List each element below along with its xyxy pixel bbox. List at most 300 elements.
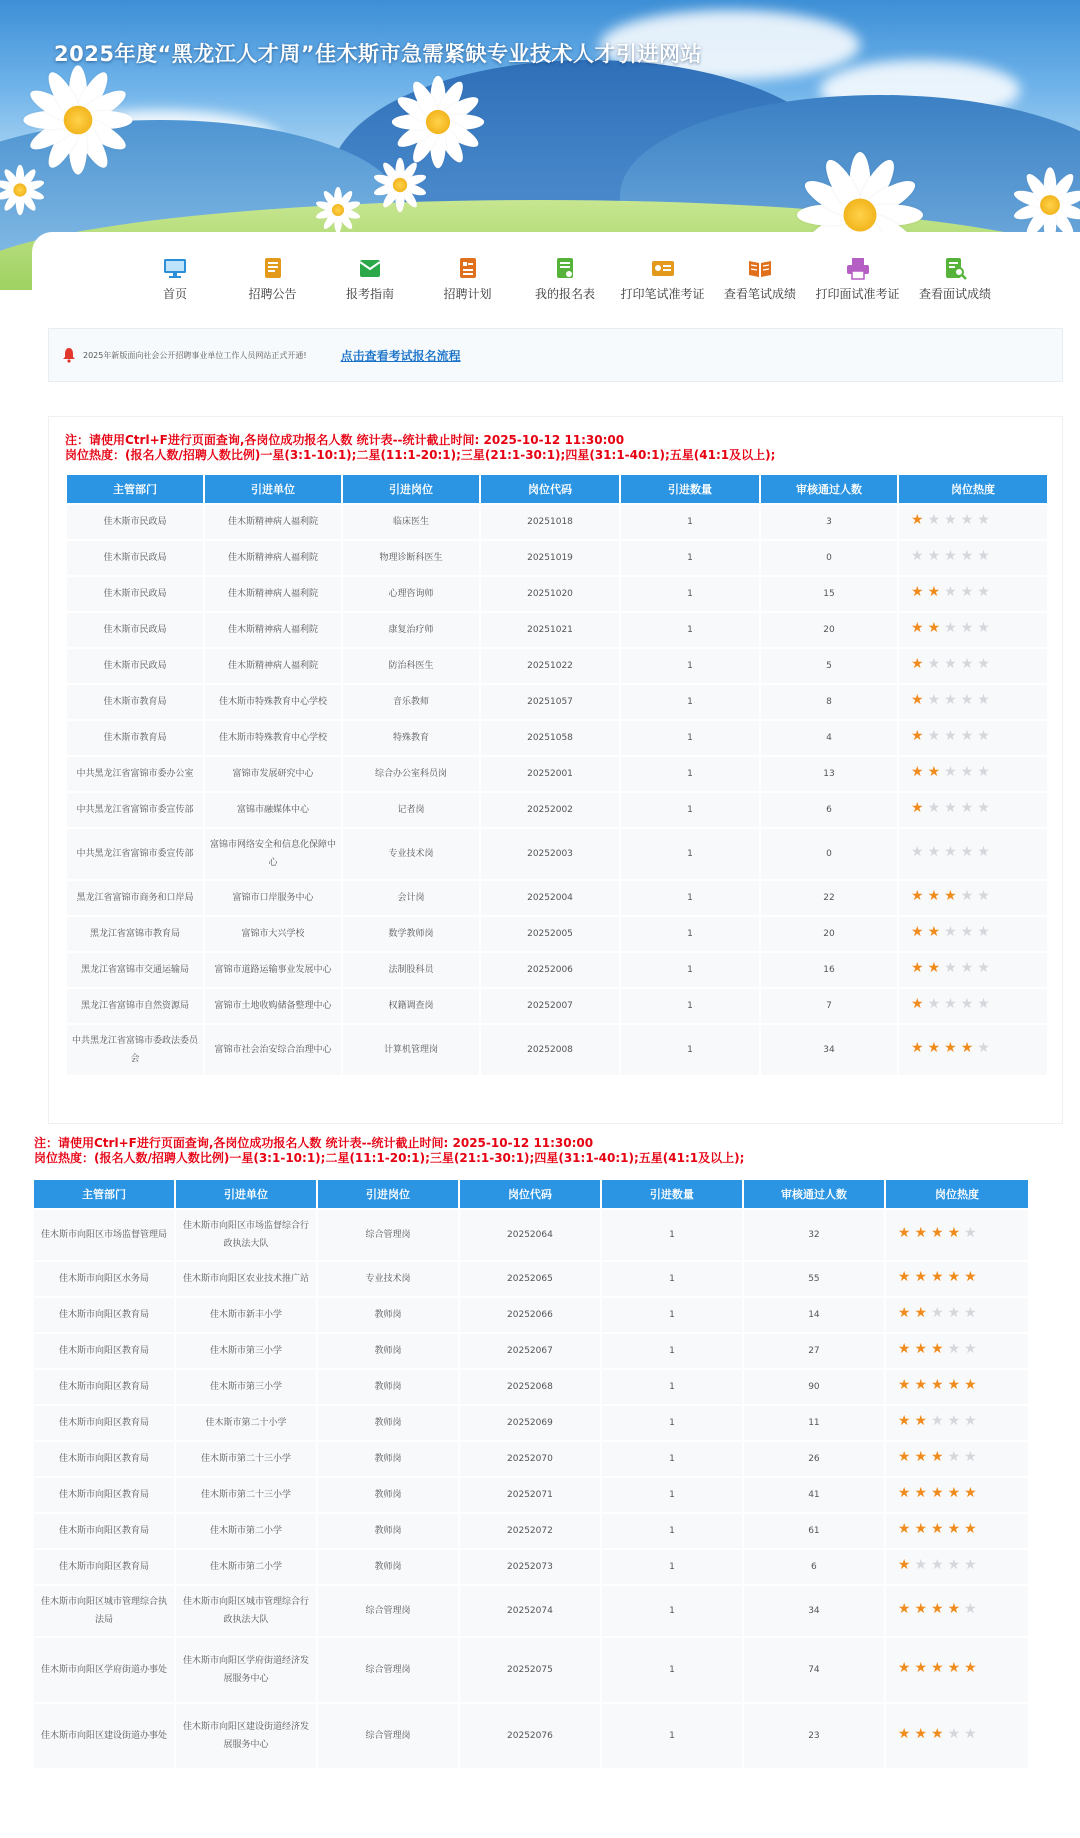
star-icon: ★ bbox=[931, 1449, 944, 1465]
star-icon: ★ bbox=[931, 1521, 944, 1537]
cell-unit: 佳木斯精神病人福利院 bbox=[205, 649, 341, 683]
cell-unit: 佳木斯市第二十三小学 bbox=[176, 1478, 316, 1512]
star-icon: ★ bbox=[944, 1040, 957, 1056]
cell-passed: 41 bbox=[744, 1478, 884, 1512]
cell-qty: 1 bbox=[621, 829, 759, 879]
cell-dept: 佳木斯市向阳区城市管理综合执法局 bbox=[34, 1586, 174, 1636]
nav-item-label: 首页 bbox=[162, 287, 187, 301]
star-icon: ★ bbox=[927, 656, 941, 672]
star-icon: ★ bbox=[931, 1485, 944, 1501]
note-line-2: 岗位热度：(报名人数/招聘人数比例)一星(3:1-10:1);二星(11:1-20:1);三星(21:1-30:1);四星(31:1-40:1);五星(41:1及以上); bbox=[65, 448, 776, 462]
cell-dept: 佳木斯市向阳区教育局 bbox=[34, 1298, 174, 1332]
cell-post: 教师岗 bbox=[318, 1298, 458, 1332]
star-icon: ★ bbox=[977, 548, 990, 564]
cell-post: 教师岗 bbox=[318, 1334, 458, 1368]
star-icon: ★ bbox=[947, 1660, 961, 1676]
popularity-rating bbox=[899, 613, 1047, 647]
table-row bbox=[34, 1704, 1028, 1768]
star-icon: ★ bbox=[931, 1225, 944, 1241]
cell-dept: 佳木斯市向阳区教育局 bbox=[34, 1370, 174, 1404]
cell-dept: 佳木斯市民政局 bbox=[67, 505, 203, 539]
star-icon: ★ bbox=[960, 728, 974, 744]
star-icon: ★ bbox=[944, 584, 957, 600]
cell-dept: 佳木斯市教育局 bbox=[67, 721, 203, 755]
star-icon: ★ bbox=[914, 1225, 928, 1241]
star-icon: ★ bbox=[911, 620, 924, 636]
cell-dept: 佳木斯市民政局 bbox=[67, 613, 203, 647]
site-title: 2025年度“黑龙江人才周”佳木斯市急需紧缺专业技术人才引进网站 bbox=[54, 42, 703, 66]
popularity-rating bbox=[886, 1298, 1028, 1332]
star-icon: ★ bbox=[944, 764, 957, 780]
cell-passed: 0 bbox=[761, 829, 897, 879]
table-row bbox=[67, 541, 1047, 575]
column-header: 审核通过人数 bbox=[761, 475, 897, 503]
star-icon: ★ bbox=[911, 1040, 924, 1056]
star-icon: ★ bbox=[931, 1377, 944, 1393]
cell-passed: 26 bbox=[744, 1442, 884, 1476]
star-icon: ★ bbox=[931, 1601, 944, 1617]
cell-code: 20252070 bbox=[460, 1442, 600, 1476]
cell-post: 记者岗 bbox=[343, 793, 479, 827]
popularity-rating bbox=[899, 541, 1047, 575]
star-icon: ★ bbox=[960, 584, 974, 600]
cell-qty: 1 bbox=[621, 881, 759, 915]
table-row bbox=[67, 1025, 1047, 1075]
star-icon: ★ bbox=[947, 1485, 961, 1501]
column-header: 岗位代码 bbox=[481, 475, 619, 503]
cell-passed: 5 bbox=[761, 649, 897, 683]
table-row bbox=[67, 577, 1047, 611]
cell-passed: 6 bbox=[744, 1550, 884, 1584]
cell-qty: 1 bbox=[602, 1586, 742, 1636]
cell-unit: 富锦市口岸服务中心 bbox=[205, 881, 341, 915]
cell-passed: 0 bbox=[761, 541, 897, 575]
cell-qty: 1 bbox=[602, 1638, 742, 1702]
cell-post: 教师岗 bbox=[318, 1550, 458, 1584]
star-icon: ★ bbox=[964, 1341, 977, 1357]
popularity-rating bbox=[899, 829, 1047, 879]
cell-unit: 佳木斯市向阳区农业技术推广站 bbox=[176, 1262, 316, 1296]
star-icon: ★ bbox=[914, 1269, 928, 1285]
popularity-rating bbox=[886, 1704, 1028, 1768]
cell-code: 20252068 bbox=[460, 1370, 600, 1404]
cell-code: 20252066 bbox=[460, 1298, 600, 1332]
cell-qty: 1 bbox=[621, 685, 759, 719]
star-icon: ★ bbox=[947, 1449, 961, 1465]
star-icon: ★ bbox=[914, 1521, 928, 1537]
popularity-rating bbox=[899, 649, 1047, 683]
star-icon: ★ bbox=[960, 844, 974, 860]
notice-text: 2025年新版面向社会公开招聘事业单位工作人员网站正式开通! bbox=[83, 350, 307, 360]
cell-unit: 佳木斯市第二十三小学 bbox=[176, 1442, 316, 1476]
cell-dept: 黑龙江省富锦市交通运输局 bbox=[67, 953, 203, 987]
cell-unit: 佳木斯市特殊教育中心学校 bbox=[205, 721, 341, 755]
cell-post: 综合管理岗 bbox=[318, 1638, 458, 1702]
star-icon: ★ bbox=[964, 1485, 977, 1501]
star-icon: ★ bbox=[977, 764, 990, 780]
star-icon: ★ bbox=[944, 888, 957, 904]
cell-code: 20251019 bbox=[481, 541, 619, 575]
cell-post: 法制股科员 bbox=[343, 953, 479, 987]
column-header: 主管部门 bbox=[67, 475, 203, 503]
stats-table-2 bbox=[32, 1178, 1030, 1770]
star-icon: ★ bbox=[947, 1269, 961, 1285]
cell-dept: 黑龙江省富锦市商务和口岸局 bbox=[67, 881, 203, 915]
star-icon: ★ bbox=[947, 1305, 961, 1321]
nav-item-label: 报考指南 bbox=[345, 287, 394, 301]
star-icon: ★ bbox=[897, 1225, 911, 1241]
cell-code: 20252006 bbox=[481, 953, 619, 987]
cell-dept: 佳木斯市向阳区学府街道办事处 bbox=[34, 1638, 174, 1702]
star-icon: ★ bbox=[960, 620, 974, 636]
cell-qty: 1 bbox=[602, 1210, 742, 1260]
star-icon: ★ bbox=[914, 1485, 928, 1501]
exam-process-link[interactable]: 点击查看考试报名流程 bbox=[340, 348, 461, 363]
star-icon: ★ bbox=[911, 800, 924, 816]
star-icon: ★ bbox=[944, 512, 957, 528]
star-icon: ★ bbox=[977, 728, 990, 744]
table-row bbox=[67, 649, 1047, 683]
nav-item-8[interactable] bbox=[910, 256, 1000, 302]
nav-item-2[interactable] bbox=[325, 256, 415, 302]
cell-passed: 15 bbox=[761, 577, 897, 611]
star-icon: ★ bbox=[944, 656, 957, 672]
cell-qty: 1 bbox=[602, 1478, 742, 1512]
star-icon: ★ bbox=[897, 1485, 911, 1501]
cell-code: 20252003 bbox=[481, 829, 619, 879]
star-icon: ★ bbox=[964, 1269, 977, 1285]
popularity-rating bbox=[886, 1514, 1028, 1548]
cell-qty: 1 bbox=[602, 1442, 742, 1476]
cell-unit: 佳木斯市第二小学 bbox=[176, 1550, 316, 1584]
table-header-row bbox=[67, 475, 1047, 503]
cell-unit: 富锦市道路运输事业发展中心 bbox=[205, 953, 341, 987]
star-icon: ★ bbox=[964, 1601, 977, 1617]
nav-item-1[interactable] bbox=[228, 256, 318, 302]
main-nav bbox=[130, 256, 1000, 302]
nav-item-3[interactable] bbox=[423, 256, 513, 302]
table-row bbox=[34, 1442, 1028, 1476]
cell-code: 20251020 bbox=[481, 577, 619, 611]
table-row bbox=[34, 1638, 1028, 1702]
star-icon: ★ bbox=[964, 1660, 977, 1676]
cell-post: 权籍调查岗 bbox=[343, 989, 479, 1023]
cell-passed: 23 bbox=[744, 1704, 884, 1768]
star-icon: ★ bbox=[977, 996, 990, 1012]
column-header: 岗位热度 bbox=[886, 1180, 1028, 1208]
cell-qty: 1 bbox=[621, 917, 759, 951]
popularity-rating bbox=[886, 1550, 1028, 1584]
star-icon: ★ bbox=[944, 692, 957, 708]
cell-dept: 黑龙江省富锦市教育局 bbox=[67, 917, 203, 951]
star-icon: ★ bbox=[927, 888, 941, 904]
cell-code: 20251018 bbox=[481, 505, 619, 539]
star-icon: ★ bbox=[947, 1521, 961, 1537]
cell-passed: 74 bbox=[744, 1638, 884, 1702]
cell-post: 教师岗 bbox=[318, 1406, 458, 1440]
star-icon: ★ bbox=[911, 924, 924, 940]
cell-unit: 富锦市融媒体中心 bbox=[205, 793, 341, 827]
printer-icon bbox=[845, 256, 871, 280]
star-icon: ★ bbox=[897, 1413, 911, 1429]
star-icon: ★ bbox=[960, 924, 974, 940]
cell-post: 音乐教师 bbox=[343, 685, 479, 719]
cell-unit: 富锦市社会治安综合治理中心 bbox=[205, 1025, 341, 1075]
star-icon: ★ bbox=[964, 1305, 977, 1321]
column-header: 审核通过人数 bbox=[744, 1180, 884, 1208]
cell-unit: 佳木斯市第三小学 bbox=[176, 1370, 316, 1404]
cell-code: 20252069 bbox=[460, 1406, 600, 1440]
star-icon: ★ bbox=[914, 1449, 928, 1465]
cell-code: 20252076 bbox=[460, 1704, 600, 1768]
column-header: 引进数量 bbox=[621, 475, 759, 503]
popularity-rating bbox=[899, 721, 1047, 755]
table-row bbox=[67, 953, 1047, 987]
star-icon: ★ bbox=[947, 1413, 961, 1429]
cell-qty: 1 bbox=[621, 505, 759, 539]
cell-code: 20252072 bbox=[460, 1514, 600, 1548]
star-icon: ★ bbox=[960, 1040, 974, 1056]
popularity-rating bbox=[886, 1586, 1028, 1636]
star-icon: ★ bbox=[960, 888, 974, 904]
cell-unit: 佳木斯市第三小学 bbox=[176, 1334, 316, 1368]
cell-code: 20251021 bbox=[481, 613, 619, 647]
star-icon: ★ bbox=[911, 728, 924, 744]
star-icon: ★ bbox=[914, 1305, 928, 1321]
table-row bbox=[67, 881, 1047, 915]
cell-post: 康复治疗师 bbox=[343, 613, 479, 647]
cell-code: 20252002 bbox=[481, 793, 619, 827]
cell-qty: 1 bbox=[621, 793, 759, 827]
star-icon: ★ bbox=[944, 924, 957, 940]
plan-doc-icon bbox=[455, 256, 481, 280]
star-icon: ★ bbox=[931, 1660, 944, 1676]
star-icon: ★ bbox=[897, 1521, 911, 1537]
cell-passed: 61 bbox=[744, 1514, 884, 1548]
cell-code: 20252074 bbox=[460, 1586, 600, 1636]
cell-post: 教师岗 bbox=[318, 1478, 458, 1512]
popularity-rating bbox=[886, 1442, 1028, 1476]
star-icon: ★ bbox=[947, 1557, 961, 1573]
popularity-rating bbox=[899, 1025, 1047, 1075]
column-header: 引进单位 bbox=[176, 1180, 316, 1208]
star-icon: ★ bbox=[927, 548, 941, 564]
table-row bbox=[67, 613, 1047, 647]
nav-item-label: 查看面试成绩 bbox=[918, 287, 991, 301]
star-icon: ★ bbox=[947, 1225, 961, 1241]
cell-passed: 32 bbox=[744, 1210, 884, 1260]
star-icon: ★ bbox=[964, 1225, 977, 1241]
star-icon: ★ bbox=[944, 800, 957, 816]
cell-post: 心理咨询师 bbox=[343, 577, 479, 611]
cell-passed: 3 bbox=[761, 505, 897, 539]
table-row bbox=[34, 1586, 1028, 1636]
cell-unit: 富锦市发展研究中心 bbox=[205, 757, 341, 791]
table-row bbox=[34, 1298, 1028, 1332]
table-row bbox=[67, 793, 1047, 827]
star-icon: ★ bbox=[944, 844, 957, 860]
star-icon: ★ bbox=[931, 1726, 944, 1742]
star-icon: ★ bbox=[911, 960, 924, 976]
cell-post: 综合办公室科员岗 bbox=[343, 757, 479, 791]
cell-passed: 8 bbox=[761, 685, 897, 719]
cell-code: 20252073 bbox=[460, 1550, 600, 1584]
table-row bbox=[67, 685, 1047, 719]
star-icon: ★ bbox=[944, 620, 957, 636]
star-icon: ★ bbox=[897, 1557, 911, 1573]
cell-passed: 27 bbox=[744, 1334, 884, 1368]
cell-qty: 1 bbox=[602, 1406, 742, 1440]
cell-code: 20252065 bbox=[460, 1262, 600, 1296]
star-icon: ★ bbox=[911, 692, 924, 708]
star-icon: ★ bbox=[977, 584, 990, 600]
cell-unit: 佳木斯精神病人福利院 bbox=[205, 541, 341, 575]
star-icon: ★ bbox=[960, 960, 974, 976]
star-icon: ★ bbox=[927, 924, 941, 940]
star-icon: ★ bbox=[977, 924, 990, 940]
star-icon: ★ bbox=[927, 620, 941, 636]
popularity-rating bbox=[886, 1334, 1028, 1368]
mail-guide-icon bbox=[357, 256, 383, 280]
nav-item-label: 招聘计划 bbox=[443, 287, 492, 301]
popularity-rating bbox=[899, 505, 1047, 539]
popularity-rating bbox=[886, 1210, 1028, 1260]
popularity-rating bbox=[899, 953, 1047, 987]
star-icon: ★ bbox=[960, 764, 974, 780]
cell-post: 教师岗 bbox=[318, 1514, 458, 1548]
cell-dept: 佳木斯市向阳区教育局 bbox=[34, 1550, 174, 1584]
table-row bbox=[34, 1478, 1028, 1512]
cell-passed: 55 bbox=[744, 1262, 884, 1296]
star-icon: ★ bbox=[914, 1413, 928, 1429]
cell-qty: 1 bbox=[621, 989, 759, 1023]
cell-code: 20252001 bbox=[481, 757, 619, 791]
nav-item-0[interactable] bbox=[130, 256, 220, 302]
cell-code: 20252005 bbox=[481, 917, 619, 951]
table-row bbox=[34, 1514, 1028, 1548]
cell-post: 临床医生 bbox=[343, 505, 479, 539]
cell-unit: 富锦市网络安全和信息化保障中心 bbox=[205, 829, 341, 879]
note-line-1: 注：请使用Ctrl+F进行页面查询,各岗位成功报名人数 统计表--统计截止时间: 2025-10-12 11:30:00 bbox=[65, 433, 625, 447]
cell-post: 教师岗 bbox=[318, 1442, 458, 1476]
nav-item-6[interactable] bbox=[715, 256, 805, 302]
star-icon: ★ bbox=[914, 1726, 928, 1742]
star-icon: ★ bbox=[911, 512, 924, 528]
notice-doc-icon bbox=[260, 256, 286, 280]
cell-qty: 1 bbox=[621, 953, 759, 987]
star-icon: ★ bbox=[897, 1305, 911, 1321]
star-icon: ★ bbox=[927, 1040, 941, 1056]
star-icon: ★ bbox=[960, 656, 974, 672]
table-row bbox=[67, 721, 1047, 755]
star-icon: ★ bbox=[944, 960, 957, 976]
cell-unit: 佳木斯市第二小学 bbox=[176, 1514, 316, 1548]
star-icon: ★ bbox=[914, 1601, 928, 1617]
note-line-2: 岗位热度：(报名人数/招聘人数比例)一星(3:1-10:1);二星(11:1-20:1);三星(21:1-30:1);四星(31:1-40:1);五星(41:1及以上); bbox=[34, 1151, 745, 1165]
cell-passed: 34 bbox=[744, 1586, 884, 1636]
star-icon: ★ bbox=[897, 1377, 911, 1393]
cell-passed: 22 bbox=[761, 881, 897, 915]
star-icon: ★ bbox=[977, 656, 990, 672]
star-icon: ★ bbox=[947, 1341, 961, 1357]
cell-unit: 佳木斯市第二十小学 bbox=[176, 1406, 316, 1440]
stats-panel-1 bbox=[48, 416, 1063, 1124]
cell-unit: 富锦市土地收购储备整理中心 bbox=[205, 989, 341, 1023]
nav-item-label: 招聘公告 bbox=[248, 287, 297, 301]
star-icon: ★ bbox=[927, 728, 941, 744]
form-doc-icon bbox=[552, 256, 578, 280]
popularity-rating bbox=[899, 757, 1047, 791]
nav-item-4[interactable] bbox=[520, 256, 610, 302]
cell-unit: 佳木斯市特殊教育中心学校 bbox=[205, 685, 341, 719]
query-note bbox=[34, 1136, 744, 1166]
cell-qty: 1 bbox=[621, 577, 759, 611]
star-icon: ★ bbox=[964, 1377, 977, 1393]
star-icon: ★ bbox=[947, 1377, 961, 1393]
nav-item-5[interactable] bbox=[618, 256, 708, 302]
table-row bbox=[34, 1210, 1028, 1260]
star-icon: ★ bbox=[960, 800, 974, 816]
star-icon: ★ bbox=[927, 764, 941, 780]
table-row bbox=[67, 989, 1047, 1023]
cell-qty: 1 bbox=[621, 613, 759, 647]
notice-bar bbox=[48, 328, 1063, 382]
nav-item-label: 打印面试准考证 bbox=[815, 287, 900, 301]
cell-dept: 佳木斯市向阳区教育局 bbox=[34, 1442, 174, 1476]
star-icon: ★ bbox=[944, 548, 957, 564]
monitor-icon bbox=[162, 256, 188, 280]
cell-passed: 16 bbox=[761, 953, 897, 987]
cell-code: 20252071 bbox=[460, 1478, 600, 1512]
star-icon: ★ bbox=[960, 548, 974, 564]
cell-post: 特殊教育 bbox=[343, 721, 479, 755]
cell-passed: 20 bbox=[761, 613, 897, 647]
cell-code: 20251022 bbox=[481, 649, 619, 683]
star-icon: ★ bbox=[897, 1660, 911, 1676]
cell-qty: 1 bbox=[602, 1334, 742, 1368]
star-icon: ★ bbox=[944, 728, 957, 744]
star-icon: ★ bbox=[977, 888, 990, 904]
table-row bbox=[34, 1262, 1028, 1296]
star-icon: ★ bbox=[897, 1449, 911, 1465]
star-icon: ★ bbox=[927, 584, 941, 600]
cell-code: 20252004 bbox=[481, 881, 619, 915]
nav-item-7[interactable] bbox=[813, 256, 903, 302]
cell-qty: 1 bbox=[602, 1704, 742, 1768]
cell-unit: 佳木斯精神病人福利院 bbox=[205, 505, 341, 539]
star-icon: ★ bbox=[927, 692, 941, 708]
nav-item-label: 查看笔试成绩 bbox=[723, 287, 796, 301]
nav-item-label: 打印笔试准考证 bbox=[620, 287, 705, 301]
cell-unit: 佳木斯市向阳区市场监督综合行政执法大队 bbox=[176, 1210, 316, 1260]
cell-code: 20252007 bbox=[481, 989, 619, 1023]
cell-unit: 佳木斯精神病人福利院 bbox=[205, 577, 341, 611]
column-header: 主管部门 bbox=[34, 1180, 174, 1208]
column-header: 引进岗位 bbox=[343, 475, 479, 503]
star-icon: ★ bbox=[897, 1601, 911, 1617]
cell-code: 20251058 bbox=[481, 721, 619, 755]
table-row bbox=[34, 1370, 1028, 1404]
cell-qty: 1 bbox=[602, 1370, 742, 1404]
cell-qty: 1 bbox=[602, 1262, 742, 1296]
cell-dept: 佳木斯市民政局 bbox=[67, 577, 203, 611]
star-icon: ★ bbox=[897, 1269, 911, 1285]
popularity-rating bbox=[899, 793, 1047, 827]
cell-dept: 中共黑龙江省富锦市委政法委员会 bbox=[67, 1025, 203, 1075]
table-row bbox=[34, 1550, 1028, 1584]
cell-code: 20251057 bbox=[481, 685, 619, 719]
star-icon: ★ bbox=[911, 996, 924, 1012]
